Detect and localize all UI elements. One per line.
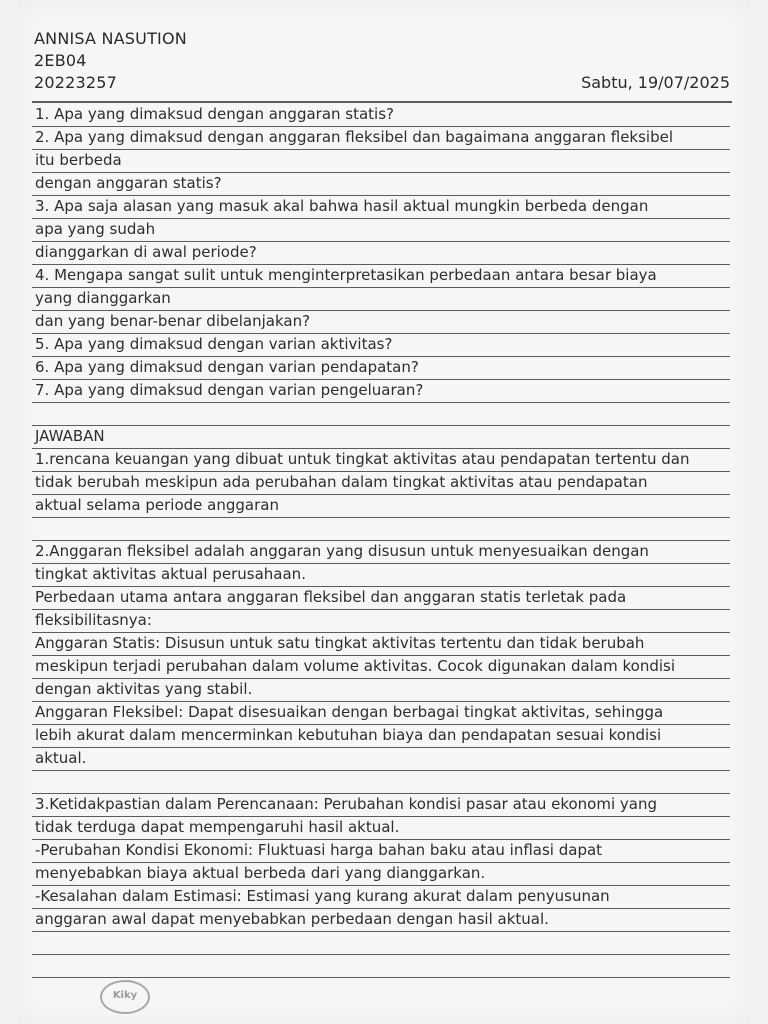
student-id: 20223257 (34, 73, 118, 92)
text-line: 1.rencana keuangan yang dibuat untuk tingkat aktivitas atau pendapatan tertentu dan (32, 449, 730, 472)
text-line: JAWABAN (32, 426, 730, 449)
text-line: -Kesalahan dalam Estimasi: Estimasi yang kurang akurat dalam penyusunan (32, 886, 730, 909)
text-line: dengan aktivitas yang stabil. (32, 679, 730, 702)
text-line: Anggaran Statis: Disusun untuk satu tingkat aktivitas tertentu dan tidak berubah (32, 633, 730, 656)
text-line: 1. Apa yang dimaksud dengan anggaran statis? (32, 104, 730, 127)
paper-brand-logo: Kiky (100, 980, 150, 1014)
student-name: ANNISA NASUTION (34, 29, 187, 48)
header-rule (32, 101, 732, 103)
date-label: Sabtu, 19/07/2025 (581, 73, 730, 92)
text-line: -Perubahan Kondisi Ekonomi: Fluktuasi harga bahan baku atau inflasi dapat (32, 840, 730, 863)
blank-ruled-line (32, 403, 730, 426)
text-line: 3. Apa saja alasan yang masuk akal bahwa hasil aktual mungkin berbeda dengan (32, 196, 730, 219)
text-line: aktual. (32, 748, 730, 771)
student-header (34, 28, 734, 94)
text-line: 4. Mengapa sangat sulit untuk menginterpretasikan perbedaan antara besar biaya (32, 265, 730, 288)
text-line: 2. Apa yang dimaksud dengan anggaran fleksibel dan bagaimana anggaran fleksibel (32, 127, 730, 150)
ruled-text-area (32, 104, 730, 978)
text-line: yang dianggarkan (32, 288, 730, 311)
text-line: apa yang sudah (32, 219, 730, 242)
blank-ruled-line (32, 771, 730, 794)
text-line: dengan anggaran statis? (32, 173, 730, 196)
text-line: meskipun terjadi perubahan dalam volume aktivitas. Cocok digunakan dalam kondisi (32, 656, 730, 679)
text-line: 7. Apa yang dimaksud dengan varian pengeluaran? (32, 380, 730, 403)
blank-ruled-line (32, 518, 730, 541)
text-line: lebih akurat dalam mencerminkan kebutuhan biaya dan pendapatan sesuai kondisi (32, 725, 730, 748)
text-line: tingkat aktivitas aktual perusahaan. (32, 564, 730, 587)
class-code: 2EB04 (34, 51, 87, 70)
text-line: 3.Ketidakpastian dalam Perencanaan: Perubahan kondisi pasar atau ekonomi yang (32, 794, 730, 817)
text-line: 5. Apa yang dimaksud dengan varian aktivitas? (32, 334, 730, 357)
text-line: tidak berubah meskipun ada perubahan dalam tingkat aktivitas atau pendapatan (32, 472, 730, 495)
text-line: Perbedaan utama antara anggaran fleksibel dan anggaran statis terletak pada (32, 587, 730, 610)
text-line: itu berbeda (32, 150, 730, 173)
text-line: 2.Anggaran fleksibel adalah anggaran yang disusun untuk menyesuaikan dengan (32, 541, 730, 564)
text-line: tidak terduga dapat mempengaruhi hasil aktual. (32, 817, 730, 840)
blank-ruled-line (32, 955, 730, 978)
blank-ruled-line (32, 932, 730, 955)
text-line: anggaran awal dapat menyebabkan perbedaan dengan hasil aktual. (32, 909, 730, 932)
text-line: menyebabkan biaya aktual berbeda dari yang dianggarkan. (32, 863, 730, 886)
text-line: Anggaran Fleksibel: Dapat disesuaikan dengan berbagai tingkat aktivitas, sehingga (32, 702, 730, 725)
text-line: 6. Apa yang dimaksud dengan varian pendapatan? (32, 357, 730, 380)
text-line: dianggarkan di awal periode? (32, 242, 730, 265)
text-line: aktual selama periode anggaran (32, 495, 730, 518)
text-line: dan yang benar-benar dibelanjakan? (32, 311, 730, 334)
text-line: fleksibilitasnya: (32, 610, 730, 633)
